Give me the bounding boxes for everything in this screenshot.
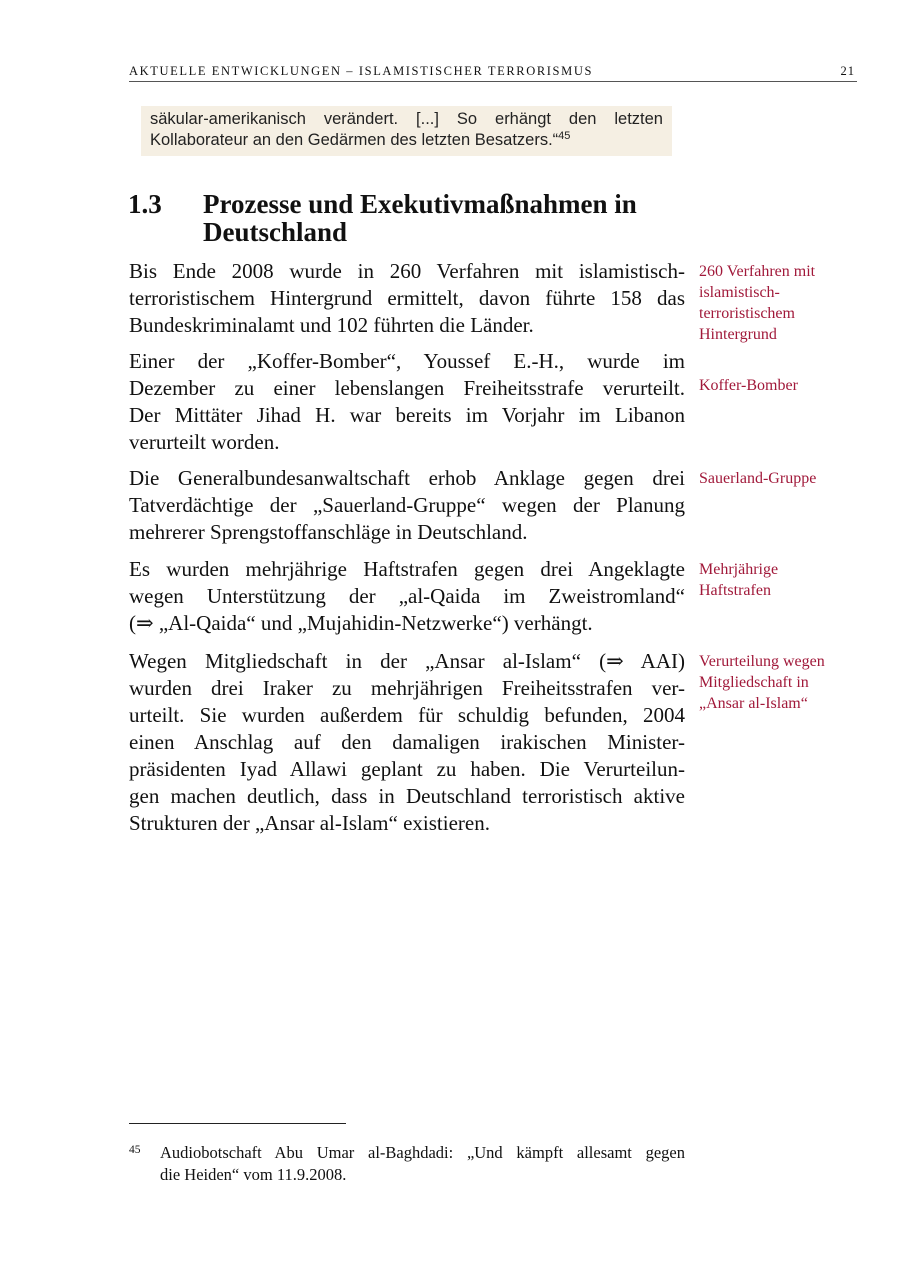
text-line: mehrerer Sprengstoffanschläge in Deutschland.	[129, 520, 528, 544]
paragraph	[129, 348, 685, 456]
section-title	[203, 190, 693, 246]
paragraph	[129, 648, 685, 837]
margin-note	[699, 468, 859, 489]
text-line: präsidenten Iyad Allawi geplant zu haben. Die Verurteilun-	[129, 757, 685, 781]
text-line: (⇒ „Al-Qaida“ und „Mujahidin-Netzwerke“) verhängt.	[129, 611, 593, 635]
text-line: Dezember zu einer lebenslangen Freiheitsstrafe verurteilt.	[129, 376, 685, 400]
paragraph	[129, 556, 685, 637]
text-line: Tatverdächtige der „Sauerland-Gruppe“ wegen der Planung	[129, 493, 685, 517]
quote-line-text: Kollaborateur an den Gedärmen des letzten Besatzers.“	[150, 131, 559, 149]
footnote-line: Audiobotschaft Abu Umar al-Baghdadi: „Und kämpft allesamt gegen	[160, 1143, 685, 1162]
margin-note-line: Mehrjährige	[699, 561, 779, 578]
margin-note	[699, 375, 859, 396]
section-title-line: Deutschland	[203, 217, 348, 247]
margin-note-line: terroristischem	[699, 305, 795, 322]
text-line: Der Mittäter Jihad H. war bereits im Vorjahr im Libanon	[129, 403, 685, 427]
text-line: terroristischem Hintergrund ermittelt, davon führte 158 das	[129, 286, 685, 310]
text-line: Einer der „Koffer-Bomber“, Youssef E.-H., wurde im	[129, 349, 685, 373]
text-line: wegen Unterstützung der „al-Qaida im Zweistromland“	[129, 584, 685, 608]
margin-note-line: islamistisch-	[699, 284, 780, 301]
margin-note-line: Mitgliedschaft in	[699, 674, 809, 691]
text-line: Es wurden mehrjährige Haftstrafen gegen drei Angeklagte	[129, 557, 685, 581]
text-line: Strukturen der „Ansar al-Islam“ existieren.	[129, 811, 490, 835]
text-line: Bundeskriminalamt und 102 führten die Länder.	[129, 313, 534, 337]
section-title-line: Prozesse und Exekutivmaßnahmen in	[203, 189, 637, 219]
paragraph	[129, 258, 685, 339]
margin-note	[699, 559, 859, 601]
text-line: Die Generalbundesanwaltschaft erhob Anklage gegen drei	[129, 466, 685, 490]
footnote-divider	[129, 1123, 346, 1124]
page-number: 21	[840, 64, 855, 78]
margin-note	[699, 651, 859, 714]
section-number: 1.3	[128, 189, 162, 219]
margin-note-line: 260 Verfahren mit	[699, 263, 816, 280]
margin-note-line: Verurteilung wegen	[699, 653, 825, 670]
margin-note-line: Haftstrafen	[699, 582, 771, 599]
text-line: einen Anschlag auf den damaligen irakischen Minister-	[129, 730, 685, 754]
margin-note-line: Koffer-Bomber	[699, 377, 798, 394]
quote-line: säkular-amerikanisch verändert. [...] So erhängt den letzten	[150, 110, 663, 128]
quote-box	[141, 106, 672, 156]
margin-note-line: Hintergrund	[699, 326, 777, 343]
margin-note-line: „Ansar al-Islam“	[699, 695, 808, 712]
footnote-reference[interactable]: 45	[558, 130, 571, 142]
margin-note-line: Sauerland-Gruppe	[699, 470, 817, 487]
text-line: Wegen Mitgliedschaft in der „Ansar al-Islam“ (⇒ AAI)	[129, 649, 685, 673]
paragraph	[129, 465, 685, 546]
footnote-number: 45	[129, 1144, 141, 1156]
text-line: gen machen deutlich, dass in Deutschland terroristisch aktive	[129, 784, 685, 808]
footnote-text	[160, 1142, 685, 1186]
footnote-line: die Heiden“ vom 11.9.2008.	[160, 1165, 347, 1184]
running-title: AKTUELLE ENTWICKLUNGEN – ISLAMISTISCHER TERRORISMUS	[129, 64, 593, 78]
quote-line-last	[150, 130, 663, 151]
running-header	[129, 63, 857, 82]
margin-note	[699, 261, 859, 345]
text-line: Bis Ende 2008 wurde in 260 Verfahren mit islamistisch-	[129, 259, 685, 283]
text-line: verurteilt worden.	[129, 430, 280, 454]
text-line: urteilt. Sie wurden außerdem für schuldig befunden, 2004	[129, 703, 685, 727]
text-line: wurden drei Iraker zu mehrjährigen Freiheitsstrafen ver-	[129, 676, 685, 700]
